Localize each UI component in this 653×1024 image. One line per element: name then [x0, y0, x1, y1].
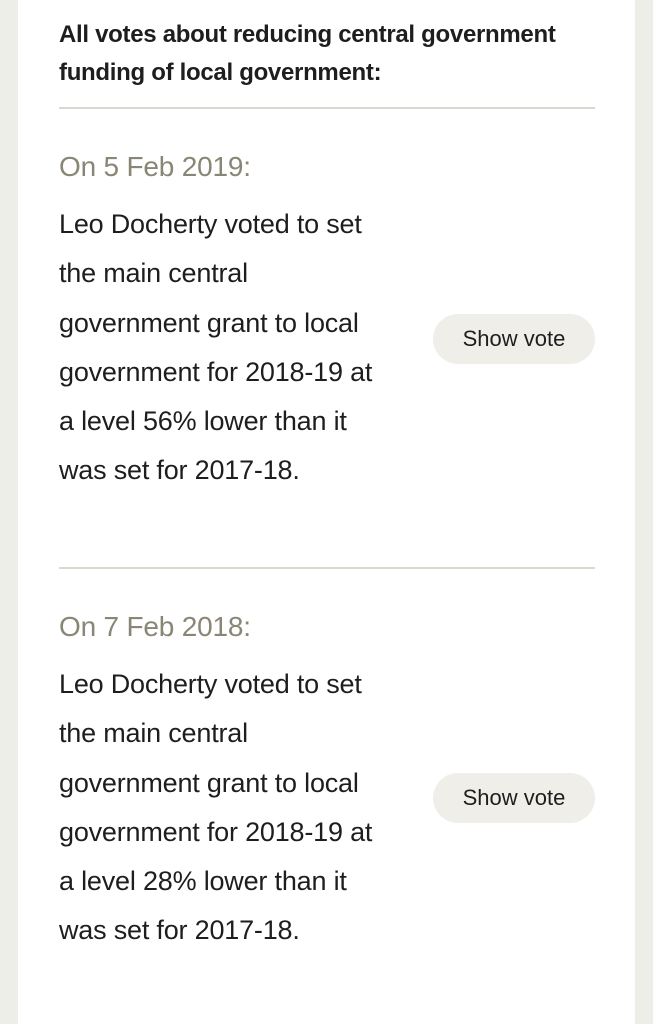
divider: [59, 567, 595, 569]
vote-item: [59, 150, 595, 496]
vote-date: On 5 Feb 2019:: [59, 151, 251, 182]
votes-panel: [18, 0, 635, 1024]
vote-date: On 7 Feb 2018:: [59, 611, 251, 642]
vote-description: Leo Docherty voted to set the main central government grant to local government for 2018-19 at a level 56% lower than it was set for 2017-18.: [59, 209, 373, 486]
divider: [59, 107, 595, 109]
vote-description: Leo Docherty voted to set the main central government grant to local government for 2018-19 at a level 28% lower than it was set for 2017-18.: [59, 669, 373, 946]
heading-intro: All votes about reducing central government: [59, 21, 556, 48]
vote-item: [59, 610, 595, 956]
section-heading: [59, 16, 599, 92]
heading-emphasis: funding of local government:: [59, 59, 382, 86]
show-vote-button[interactable]: Show vote: [433, 773, 595, 823]
show-vote-button[interactable]: Show vote: [433, 314, 595, 364]
